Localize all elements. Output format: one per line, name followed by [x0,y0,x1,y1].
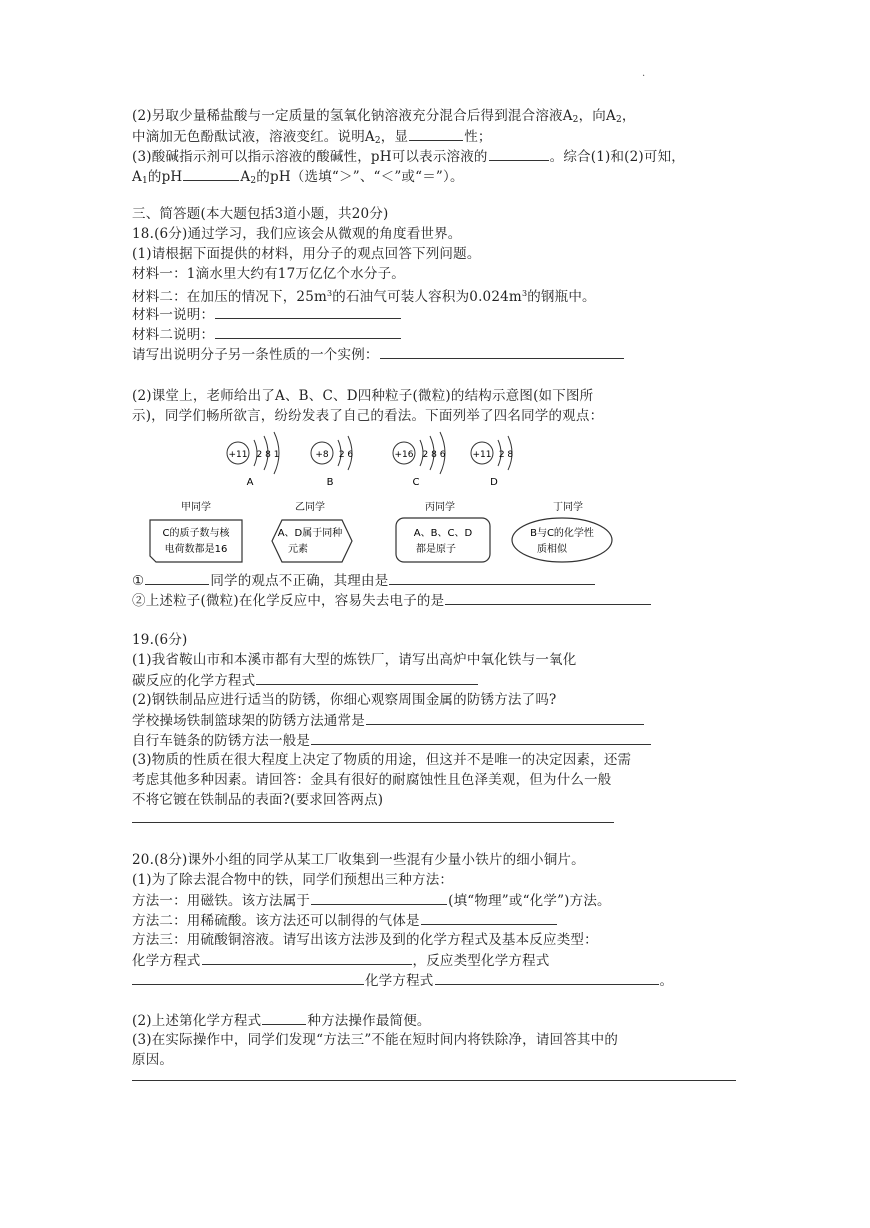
q18-line-1: 18.(6分)通过学习，我们应该会从微观的角度看世界。 [132,226,462,242]
section-3-title: 三、简答题(本大题包括3道小题，共20分) [132,206,389,222]
q20-line-3: 方法一：用磁铁。该方法属于 (填“物理”或“化学”)方法。 [132,890,611,911]
atom-label: C [412,477,420,488]
q20-line-1: 20.(8分)课外小组的同学从某工厂收集到一些混有少量小铁片的细小铜片。 [132,852,585,868]
answer-blank[interactable] [311,730,651,745]
answer-blank[interactable] [215,304,401,319]
answer-blank[interactable] [145,570,209,585]
q19-line-6: 自行车链条的防锈方法一般是 [132,730,652,751]
atom-shell-electrons: 2 8 6 [422,450,446,460]
atom-label: B [326,477,334,488]
q17-line-1: (2)另取少量稀盐酸与一定质量的氢氧化钠溶液充分混合后得到混合溶液$A_2$，向$A_2$， [132,108,636,125]
q20-line-2: (1)为了除去混合物中的铁，同学们预想出三种方法： [132,872,454,888]
atom-label: D [490,477,498,488]
q19-line-2: (1)我省鞍山市和本溪市都有大型的炼铁厂，请写出高炉中氧化铁与一氧化 [132,652,577,668]
q18-line-4: 材料二：在加压的情况下，$25m^3$的石油气可装人容积为$0.024m^3$的钢瓶中。 [132,289,596,305]
answer-blank[interactable] [435,970,659,985]
q19-line-3: 碳反应的化学方程式 [132,670,479,691]
q18-line-9: 示)，同学们畅所欲言，纷纷发表了自己的看法。下面列举了四名同学的观点： [132,408,604,424]
q20-line-4: 方法二：用稀硫酸。该方法还可以制得的气体是 [132,910,558,931]
q18-line-8: (2)课堂上，老师给出了A、B、C、D四种粒子(微粒)的结构示意图(如下图所 [132,388,594,404]
atom-nucleus: +8 [315,450,329,460]
q18-line-5: 材料一说明： [132,304,402,325]
q20-line-9: (3)在实际操作中，同学们发现“方法三”不能在短时间内将铁除净，请回答其中的 [132,1032,619,1048]
atom-diagram-b [311,436,353,488]
q19-line-7: (3)物质的性质在很大程度上决定了物质的用途，但这并不是唯一的决定因素，还需 [132,752,632,768]
student-opinion-text: B与C的化学性 [530,528,594,539]
q17-line-4: $A_1$的pH $A_2$的pH（选填“＞”、“＜”或“＝”）。 [132,166,464,191]
q17-line-3: (3)酸碱指示剂可以指示溶液的酸碱性，pH可以表示溶液的 。综合(1)和(2)可知， [132,146,685,167]
answer-line[interactable] [132,822,614,823]
answer-blank[interactable] [311,890,447,905]
student-name: 丙同学 [425,502,455,513]
student-name: 甲同学 [181,502,211,513]
q18-line-7: 请写出说明分子另一条性质的一个实例： [132,344,625,365]
student-opinion-text: 元素 [288,544,308,555]
student-opinion-text: A、B、C、D [413,528,473,539]
atom-diagram-c [393,432,446,488]
student-opinions-diagram [146,496,620,572]
answer-blank[interactable] [409,126,463,141]
student-opinion-text: 都是原子 [416,544,456,555]
atom-nucleus: +11 [228,450,248,460]
atom-structure-diagrams [218,428,548,490]
q18-line-11: ②上述粒子(微粒)在化学反应中，容易失去电子的是 [132,590,652,611]
q20-line-5: 方法三：用硫酸铜溶液。请写出该方法涉及到的化学方程式及基本反应类型： [132,932,598,948]
q20-line-8: (2)上述第化学方程式 种方法操作最简便。 [132,1010,431,1031]
answer-blank[interactable] [262,1010,306,1025]
student-ding-opinion [512,500,612,562]
answer-blank[interactable] [215,324,401,339]
answer-blank[interactable] [183,166,239,181]
atom-nucleus: +16 [394,450,414,460]
q18-line-3: 材料一：1滴水里大约有17万亿亿个水分子。 [132,266,405,282]
q19-line-1: 19.(6分) [132,632,188,648]
student-name: 丁同学 [553,502,583,513]
student-opinion-text: C的质子数与核 [162,528,230,539]
answer-blank[interactable] [380,344,624,359]
answer-line[interactable] [132,1080,736,1081]
student-opinion-text: A、D属于同种 [277,528,343,539]
student-opinion-text: 电荷数都是16 [164,544,228,555]
header-dot: . [642,68,646,79]
q19-line-5: 学校操场铁制篮球架的防锈方法通常是 [132,710,645,731]
answer-blank[interactable] [202,950,412,965]
atom-diagram-d [471,436,513,488]
answer-blank[interactable] [256,670,478,685]
student-jia-opinion [150,500,242,562]
answer-blank[interactable] [489,146,549,161]
answer-blank[interactable] [132,970,364,985]
q20-line-7: 化学方程式 。 [132,970,673,991]
answer-blank[interactable] [445,590,651,605]
q19-line-4: (2)钢铁制品应进行适当的防锈，你细心观察周围金属的防锈方法了吗? [132,692,557,708]
q17-line-2: 中滴加无色酚酞试液，溶液变红。说明$A_2$，显 性； [132,126,492,151]
q19-line-9: 不将它镀在铁制品的表面?(要求回答两点) [132,792,384,808]
atom-shell-electrons: 2 8 [498,450,514,460]
answer-blank[interactable] [421,910,557,925]
atom-shell-electrons: 2 6 [338,450,354,460]
answer-blank[interactable] [389,570,595,585]
atom-nucleus: +11 [472,450,492,460]
student-name: 乙同学 [295,502,325,513]
q20-line-10: 原因。 [132,1052,174,1068]
q19-line-8: 考虑其他多种因素。请回答：金具有很好的耐腐蚀性且色泽美观，但为什么一般 [132,772,612,788]
answer-blank[interactable] [366,710,644,725]
atom-diagram-a [227,432,279,488]
atom-label: A [246,477,254,488]
atom-shell-electrons: 2 8 1 [256,450,280,460]
student-opinion-text: 质相似 [537,544,567,555]
q18-line-2: (1)请根据下面提供的材料，用分子的观点回答下列问题。 [132,246,481,262]
q18-line-6: 材料二说明： [132,324,402,345]
student-bing-opinion [396,500,490,562]
q18-line-10: ① 同学的观点不正确，其理由是 [132,570,596,591]
q20-line-6: 化学方程式 ，反应类型化学方程式 [132,950,550,971]
student-yi-opinion [272,500,352,562]
